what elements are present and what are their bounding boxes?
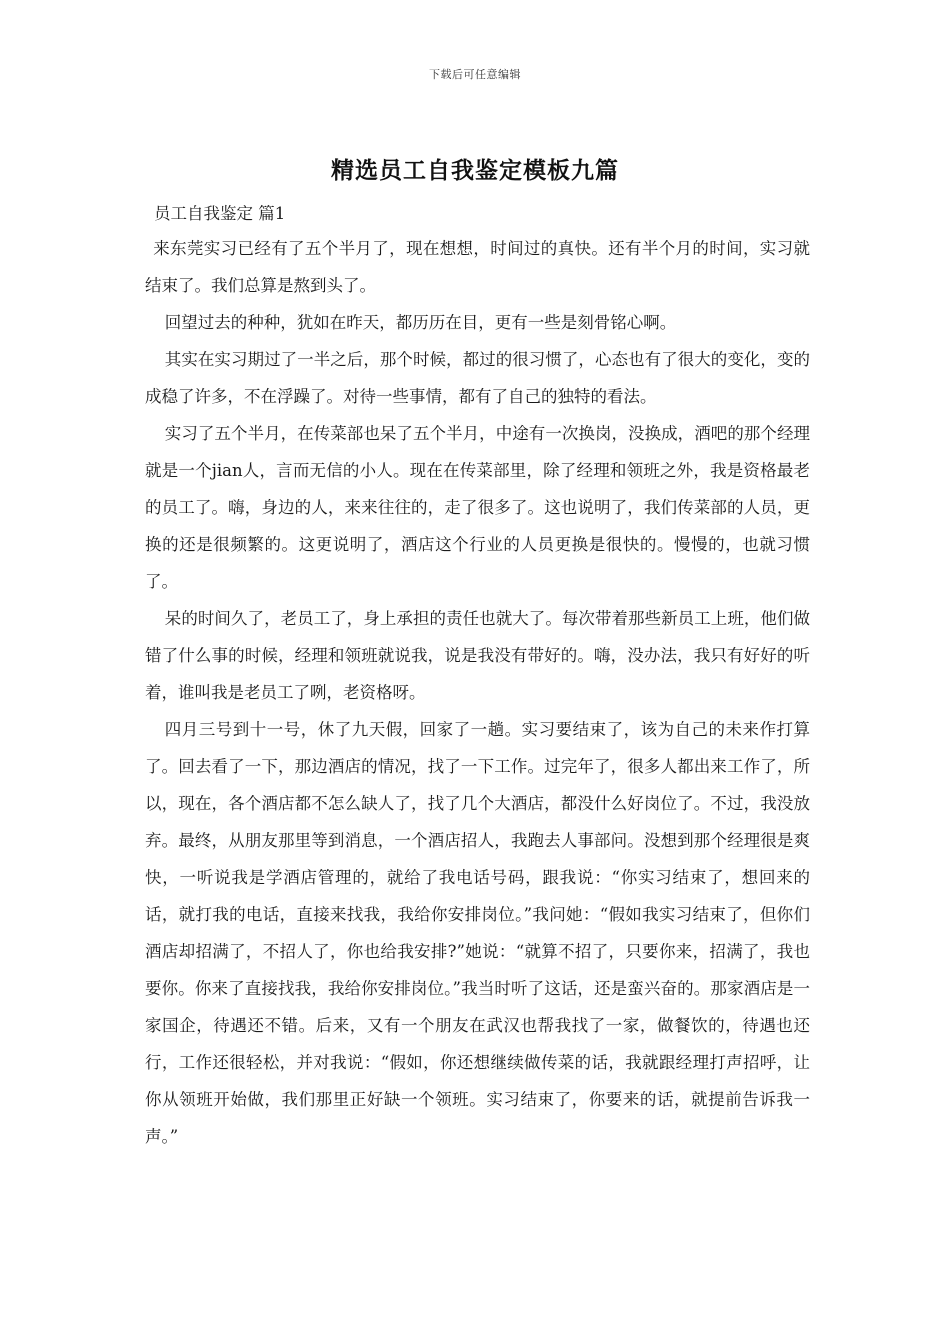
paragraph: 回望过去的种种，犹如在昨天，都历历在目，更有一些是刻骨铭心啊。 — [164, 313, 677, 332]
section-heading: 员工自我鉴定 篇1 — [154, 204, 286, 223]
paragraph: 呆的时间久了，老员工了，身上承担的责任也就大了。每次带着那些新员工上班，他们做错了什么事的时候，经理和领班就说我，说是我没有带好的。嗨，没办法，我只有好好的听着，谁叫我是老员工了咧，老资格呀。 — [145, 609, 810, 702]
paragraph: 其实在实习期过了一半之后，那个时候，都过的很习惯了，心态也有了很大的变化，变的成稳了许多，不在浮躁了。对待一些事情，都有了自己的独特的看法。 — [145, 350, 810, 406]
header-note: 下载后可任意编辑 — [429, 68, 521, 81]
document-title: 精选员工自我鉴定模板九篇 — [331, 157, 619, 184]
body-text — [145, 230, 810, 1155]
paragraph: 四月三号到十一号，休了九天假，回家了一趟。实习要结束了，该为自己的未来作打算了。回去看了一下，那边酒店的情况，找了一下工作。过完年了，很多人都出来工作了，所以，现在，各个酒店都不怎么缺人了，找了几个大酒店，都没什么好岗位了。不过，我没放弃。最终，从朋友那里等到消息，一个酒店招人，我跑去人事部问。没想到那个经理很是爽快，一听说我是学酒店管理的，就给了我电话号码，跟我说：“你实习结束了，想回来的话，就打我的电话，直接来找我，我给你安排岗位。”我问她：“假如我实习结束了，但你们酒店却招满了，不招人了，你也给我安排?”她说：“就算不招了，只要你来，招满了，我也要你。你来了直接找我，我给你安排岗位。”我当时听了这话，还是蛮兴奋的。那家酒店是一家国企，待遇还不错。后来，又有一个朋友在武汉也帮我找了一家，做餐饮的，待遇也还行，工作还很轻松，并对我说：“假如，你还想继续做传菜的话，我就跟经理打声招呼，让你从领班开始做，我们那里正好缺一个领班。实习结束了，你要来的话，就提前告诉我一声。” — [145, 720, 810, 1146]
paragraph: 来东莞实习已经有了五个半月了，现在想想，时间过的真快。还有半个月的时间，实习就结束了。我们总算是熬到头了。 — [145, 239, 810, 295]
paragraph: 实习了五个半月，在传菜部也呆了五个半月，中途有一次换岗，没换成，酒吧的那个经理就是一个jian人，言而无信的小人。现在在传菜部里，除了经理和领班之外，我是资格最老的员工了。嗨，身边的人，来来往往的，走了很多了。这也说明了，我们传菜部的人员，更换的还是很频繁的。这更说明了，酒店这个行业的人员更换是很快的。慢慢的，也就习惯了。 — [145, 424, 810, 591]
